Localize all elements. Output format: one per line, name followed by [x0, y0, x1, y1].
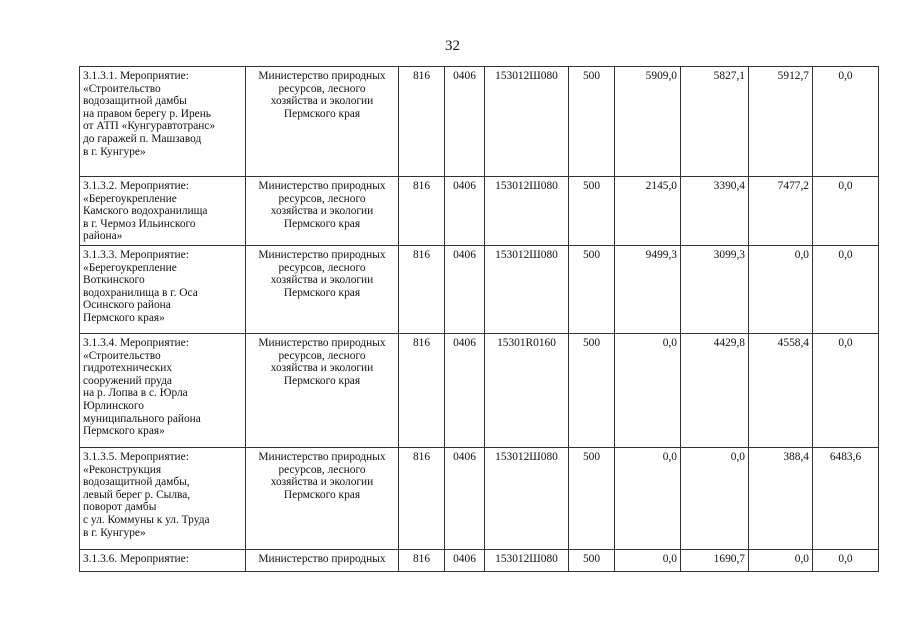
amount-cell-1: 0,0	[615, 333, 681, 447]
amount-cell-1: 0,0	[615, 549, 681, 571]
amount-cell-3: 0,0	[749, 245, 813, 333]
measure-name-cell: 3.1.3.4. Мероприятие: «Строительство гидротехнических сооружений пруда на р. Лопва в с. Юрла Юрлинского муниципального района Пермского края»	[80, 333, 246, 447]
responsible-org-cell: Министерство природных ресурсов, лесного хозяйства и экологии Пермского края	[246, 67, 399, 177]
expense-type-code-cell: 500	[569, 67, 615, 177]
responsible-org-cell: Министерство природных ресурсов, лесного хозяйства и экологии Пермского края	[246, 245, 399, 333]
amount-cell-1: 2145,0	[615, 177, 681, 246]
amount-cell-3: 388,4	[749, 447, 813, 549]
grbs-code-cell: 816	[399, 333, 445, 447]
amount-cell-3: 0,0	[749, 549, 813, 571]
budget-table	[79, 66, 879, 572]
expense-type-code-cell: 500	[569, 333, 615, 447]
measure-name-cell: 3.1.3.3. Мероприятие: «Берегоукрепление Воткинского водохранилища в г. Оса Осинского района Пермского края»	[80, 245, 246, 333]
table-row	[80, 549, 879, 571]
amount-cell-4: 0,0	[813, 177, 879, 246]
amount-cell-4: 0,0	[813, 245, 879, 333]
amount-cell-1: 0,0	[615, 447, 681, 549]
amount-cell-3: 5912,7	[749, 67, 813, 177]
amount-cell-4: 0,0	[813, 549, 879, 571]
table-body	[80, 67, 879, 572]
section-code-cell: 0406	[445, 245, 485, 333]
grbs-code-cell: 816	[399, 177, 445, 246]
amount-cell-4: 0,0	[813, 333, 879, 447]
expense-type-code-cell: 500	[569, 245, 615, 333]
target-article-code-cell: 15301R0160	[485, 333, 569, 447]
amount-cell-2: 4429,8	[681, 333, 749, 447]
target-article-code-cell: 153012Ш080	[485, 549, 569, 571]
table-row	[80, 333, 879, 447]
grbs-code-cell: 816	[399, 549, 445, 571]
responsible-org-cell: Министерство природных ресурсов, лесного хозяйства и экологии Пермского края	[246, 447, 399, 549]
table-row	[80, 177, 879, 246]
responsible-org-cell: Министерство природных ресурсов, лесного хозяйства и экологии Пермского края	[246, 333, 399, 447]
table-row	[80, 447, 879, 549]
section-code-cell: 0406	[445, 447, 485, 549]
target-article-code-cell: 153012Ш080	[485, 177, 569, 246]
amount-cell-4: 0,0	[813, 67, 879, 177]
amount-cell-4: 6483,6	[813, 447, 879, 549]
amount-cell-1: 5909,0	[615, 67, 681, 177]
responsible-org-cell: Министерство природных ресурсов, лесного хозяйства и экологии Пермского края	[246, 177, 399, 246]
responsible-org-cell: Министерство природных	[246, 549, 399, 571]
section-code-cell: 0406	[445, 67, 485, 177]
page-number: 32	[445, 38, 460, 54]
amount-cell-3: 4558,4	[749, 333, 813, 447]
amount-cell-2: 1690,7	[681, 549, 749, 571]
target-article-code-cell: 153012Ш080	[485, 67, 569, 177]
amount-cell-2: 5827,1	[681, 67, 749, 177]
table-row	[80, 67, 879, 177]
expense-type-code-cell: 500	[569, 447, 615, 549]
measure-name-cell: 3.1.3.2. Мероприятие: «Берегоукрепление Камского водохранилища в г. Чермоз Ильинского района»	[80, 177, 246, 246]
measure-name-cell: 3.1.3.5. Мероприятие: «Реконструкция водозащитной дамбы, левый берег р. Сылва, поворот дамбы с ул. Коммуны к ул. Труда в г. Кунгуре»	[80, 447, 246, 549]
amount-cell-2: 3390,4	[681, 177, 749, 246]
target-article-code-cell: 153012Ш080	[485, 245, 569, 333]
section-code-cell: 0406	[445, 549, 485, 571]
expense-type-code-cell: 500	[569, 177, 615, 246]
section-code-cell: 0406	[445, 333, 485, 447]
amount-cell-2: 3099,3	[681, 245, 749, 333]
section-code-cell: 0406	[445, 177, 485, 246]
expense-type-code-cell: 500	[569, 549, 615, 571]
grbs-code-cell: 816	[399, 245, 445, 333]
amount-cell-1: 9499,3	[615, 245, 681, 333]
table-row	[80, 245, 879, 333]
grbs-code-cell: 816	[399, 67, 445, 177]
target-article-code-cell: 153012Ш080	[485, 447, 569, 549]
measure-name-cell: 3.1.3.6. Мероприятие:	[80, 549, 246, 571]
amount-cell-2: 0,0	[681, 447, 749, 549]
amount-cell-3: 7477,2	[749, 177, 813, 246]
grbs-code-cell: 816	[399, 447, 445, 549]
measure-name-cell: 3.1.3.1. Мероприятие: «Строительство водозащитной дамбы на правом берегу р. Ирень от АТП «Кунгуравтотранс» до гаражей п. Машзавод в г. Кунгуре»	[80, 67, 246, 177]
